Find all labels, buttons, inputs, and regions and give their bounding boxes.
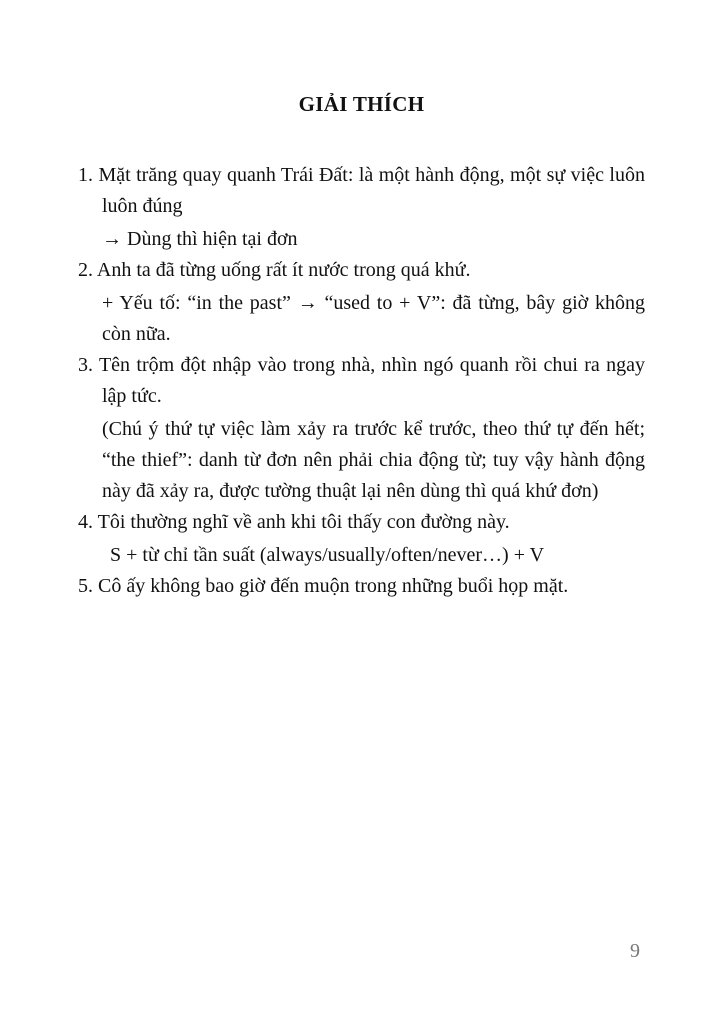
list-item-2: 2. Anh ta đã từng uống rất ít nước trong quá khứ. — [78, 259, 471, 281]
list-item-3-note: (Chú ý thứ tự việc làm xảy ra trước kể trước, theo thứ tự đến hết; “the thief”: danh từ đơn nên phải chia động từ; tuy vậy hành động này đã xảy ra, được tường thuật lại nên dùng thì quá khứ đơn) — [102, 418, 645, 502]
explanation-list — [78, 160, 645, 602]
list-item-4: 4. Tôi thường nghĩ về anh khi tôi thấy con đường này. — [78, 511, 510, 533]
list-item-1-note: → Dùng thì hiện tại đơn — [102, 228, 298, 250]
list-item-3: 3. Tên trộm đột nhập vào trong nhà, nhìn ngó quanh rồi chui ra ngay lập tức. — [78, 354, 645, 407]
page-title: GIẢI THÍCH — [298, 92, 425, 116]
list-item-4-note: S + từ chỉ tần suất (always/usually/often/never…) + V — [110, 544, 545, 566]
list-item-2-note: + Yếu tố: “in the past” → “used to + V”: đã từng, bây giờ không còn nữa. — [102, 292, 645, 345]
list-item-1: 1. Mặt trăng quay quanh Trái Đất: là một hành động, một sự việc luôn luôn đúng — [78, 164, 645, 217]
page-number: 9 — [630, 940, 640, 962]
list-item-5: 5. Cô ấy không bao giờ đến muộn trong những buổi họp mặt. — [78, 575, 569, 597]
